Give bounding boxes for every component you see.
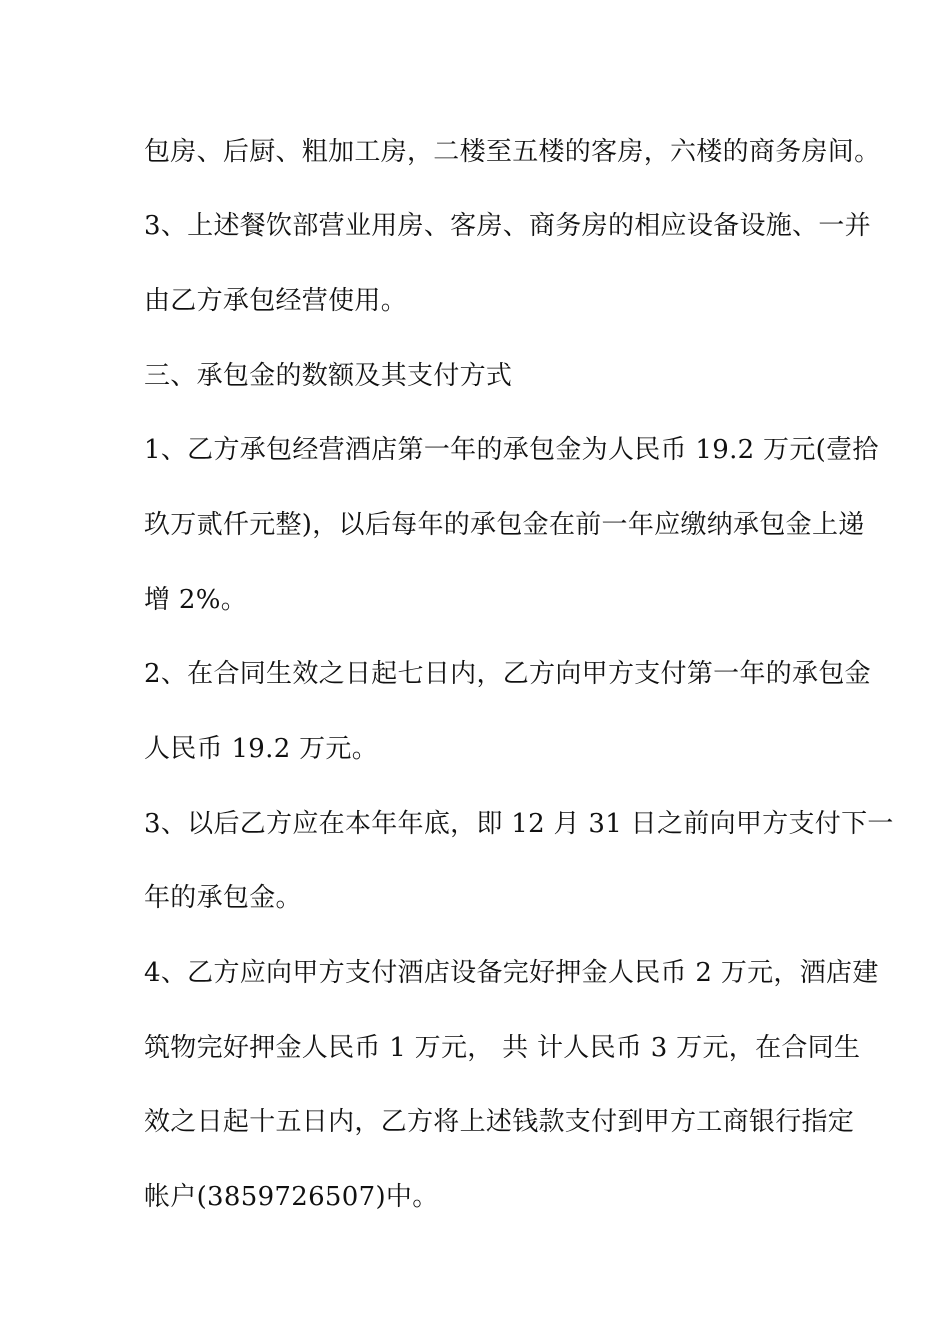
text-line-clause-2-3: 3、上述餐饮部营业用房、客房、商务房的相应设备设施、一并 [144, 211, 871, 241]
text-line-clause-3-4-account: 帐户(3859726507)中。 [144, 1182, 439, 1212]
section-heading-contract-fee: 三、承包金的数额及其支付方式 [144, 361, 513, 391]
text-line-clause-3-4-cont2: 效之日起十五日内，乙方将上述钱款支付到甲方工商银行指定 [144, 1107, 855, 1137]
text-line-clause-3-1-cont: 玖万贰仟元整)，以后每年的承包金在前一年应缴纳承包金上递 [144, 510, 865, 540]
text-line-clause-2-3-cont: 由乙方承包经营使用。 [144, 286, 408, 316]
text-line-clause-3-4-cont: 筑物完好押金人民币 1 万元， 共 计人民币 3 万元，在合同生 [144, 1033, 861, 1063]
text-line-clause-3-1: 1、乙方承包经营酒店第一年的承包金为人民币 19.2 万元(壹拾 [144, 435, 879, 465]
text-line-clause-3-2: 2、在合同生效之日起七日内，乙方向甲方支付第一年的承包金 [144, 659, 871, 689]
text-line-clause-3-4: 4、乙方应向甲方支付酒店设备完好押金人民币 2 万元，酒店建 [144, 958, 879, 988]
text-line-clause-3-1-end: 增 2%。 [144, 585, 248, 615]
text-line-clause-3-2-cont: 人民币 19.2 万元。 [144, 734, 379, 764]
text-line-clause-3-3-cont: 年的承包金。 [144, 883, 302, 913]
text-line-room-list: 包房、后厨、粗加工房，二楼至五楼的客房，六楼的商务房间。 [144, 137, 881, 167]
text-line-clause-3-3: 3、以后乙方应在本年年底，即 12 月 31 日之前向甲方支付下一 [144, 809, 894, 839]
